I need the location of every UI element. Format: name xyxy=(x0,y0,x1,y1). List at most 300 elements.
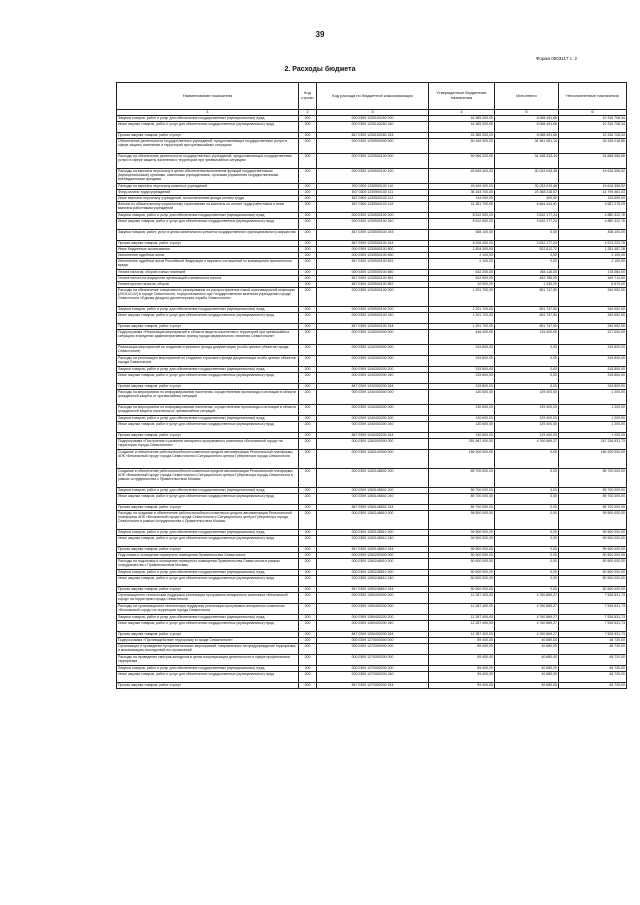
cell-unexecuted: 349 952,50 xyxy=(559,288,627,307)
cell-line-code: 200 xyxy=(299,615,317,621)
cell-indicator-name: Прочая закупка товаров, работ и услуг xyxy=(117,133,299,139)
header-unexecuted: Неисполненные назначения xyxy=(559,83,627,110)
header-executed: Исполнено xyxy=(495,83,559,110)
cell-approved: 12 287 400,00 xyxy=(429,632,495,638)
cell-classification-code: 000 0309 1260200000 000 xyxy=(317,553,429,559)
cell-classification-code: 000 0309 1270000000 000 xyxy=(317,638,429,644)
table-row xyxy=(117,469,627,488)
table-row xyxy=(117,655,627,666)
cell-executed: 30 033 043,48 xyxy=(495,169,559,184)
cell-unexecuted: 4 687 275,09 xyxy=(559,202,627,213)
cell-classification-code: 000 0309 1240300000 000 xyxy=(317,345,429,356)
table-row xyxy=(117,330,627,345)
cell-line-code: 200 xyxy=(299,587,317,593)
cell-line-code: 200 xyxy=(299,230,317,241)
table-row xyxy=(117,559,627,570)
cell-executed: 0,00 xyxy=(495,356,559,367)
cell-unexecuted: 99 500 000,00 xyxy=(559,530,627,536)
cell-line-code: 200 xyxy=(299,416,317,422)
cell-executed: 0,00 xyxy=(495,345,559,356)
cell-classification-code: 000 0309 1260148610 240 xyxy=(317,536,429,547)
cell-unexecuted: 50 500 000,00 xyxy=(559,559,627,570)
cell-classification-code: 000 0309 1260400200 240 xyxy=(317,621,429,632)
cell-approved: 89 400,00 xyxy=(429,638,495,644)
cell-approved: 16 385 200,00 xyxy=(429,133,495,139)
cell-approved: 89 400,00 xyxy=(429,672,495,683)
cell-classification-code: 847 0309 1240400200 244 xyxy=(317,433,429,439)
cell-line-code: 200 xyxy=(299,184,317,190)
cell-approved: 89 400,00 xyxy=(429,655,495,666)
table-row xyxy=(117,373,627,384)
cell-indicator-name: Подготовка и оснащение серверного помещения Правительства Севастополя xyxy=(117,553,299,559)
cell-approved: 99 500 000,00 xyxy=(429,511,495,530)
column-number: 2 xyxy=(299,110,317,116)
cell-unexecuted: 349 952,50 xyxy=(559,313,627,324)
cell-executed: 452 786,00 xyxy=(495,276,559,282)
cell-executed: 0,00 xyxy=(495,587,559,593)
cell-approved: 89 700 000,00 xyxy=(429,469,495,488)
cell-executed: 40 680,00 xyxy=(495,672,559,683)
cell-indicator-name: Закупка товаров, работ и услуг для обеспечения государственных (муниципальных) нужд xyxy=(117,488,299,494)
table-body xyxy=(117,116,627,689)
cell-unexecuted: 50 500 000,00 xyxy=(559,587,627,593)
cell-executed: 0,00 xyxy=(495,505,559,511)
cell-classification-code: 000 0309 1260000000 000 xyxy=(317,439,429,450)
cell-classification-code: 000 0309 1230500100 110 xyxy=(317,184,429,190)
cell-line-code: 200 xyxy=(299,621,317,632)
cell-indicator-name: Расходы на создание и обеспечение работоспособности комплекса средств автоматизации Региональной платформы АПК «Безопасный город» города Севастополя и Ситуационного центра Губернатора города Севастополя в рамках сотрудничества с Правительством Москвы xyxy=(117,511,299,530)
cell-unexecuted: 169 714,00 xyxy=(559,276,627,282)
cell-classification-code: 000 0309 1240400200 200 xyxy=(317,416,429,422)
cell-executed: 0,00 xyxy=(495,547,559,553)
cell-line-code: 200 xyxy=(299,154,317,169)
cell-approved: 1 201 700,00 xyxy=(429,307,495,313)
table-row xyxy=(117,390,627,405)
cell-unexecuted: 48 720,00 xyxy=(559,638,627,644)
cell-classification-code: 847 0309 1260248610 244 xyxy=(317,587,429,593)
section-title: 2. Расходы бюджета xyxy=(284,66,356,73)
cell-indicator-name: Расходы на выплаты персоналу казенных учреждений xyxy=(117,184,299,190)
cell-executed: 651 747,50 xyxy=(495,307,559,313)
cell-classification-code: 847 0309 1230500100 831 xyxy=(317,259,429,270)
cell-executed: 1 330,00 xyxy=(495,282,559,288)
cell-approved: 89 400,00 xyxy=(429,666,495,672)
cell-approved: 130 600,00 xyxy=(429,405,495,416)
cell-indicator-name: Прочая закупка товаров, работ и услуг xyxy=(117,683,299,689)
cell-line-code: 200 xyxy=(299,253,317,259)
cell-indicator-name: Закупка товаров, работ и услуг для обеспечения государственных (муниципальных) нужд xyxy=(117,307,299,313)
cell-indicator-name: Закупка товаров, работ и услуг для обеспечения государственных (муниципальных) нужд xyxy=(117,530,299,536)
cell-executed: 34 188 233,44 xyxy=(495,154,559,169)
cell-executed: 40 680,00 xyxy=(495,644,559,655)
cell-indicator-name: Иные закупки товаров, работ и услуг для обеспечения государственных (муниципальных) нужд xyxy=(117,219,299,230)
cell-classification-code: 847 0309 1230500100 243 xyxy=(317,230,429,241)
cell-classification-code: 847 0309 1260148602 244 xyxy=(317,505,429,511)
cell-classification-code: 000 0309 1230500000 000 xyxy=(317,139,429,154)
cell-executed: 129 400,00 xyxy=(495,405,559,416)
table-row xyxy=(117,450,627,469)
cell-indicator-name: Иные закупки товаров, работ и услуг для обеспечения государственных (муниципальных) нужд xyxy=(117,672,299,683)
cell-indicator-name: Прочая закупка товаров, работ и услуг xyxy=(117,505,299,511)
cell-approved: 130 600,00 xyxy=(429,416,495,422)
cell-classification-code: 000 0309 1240300200 200 xyxy=(317,367,429,373)
cell-approved: 1 201 700,00 xyxy=(429,313,495,324)
cell-executed: 129 400,00 xyxy=(495,330,559,345)
cell-approved: 189 200 000,00 xyxy=(429,450,495,469)
cell-approved: 1 201 700,00 xyxy=(429,324,495,330)
cell-indicator-name: Расходы на реализацию мероприятий по созданию страхового фонда документации особо ценных объектов города Севастополя xyxy=(117,356,299,367)
cell-line-code: 200 xyxy=(299,433,317,439)
cell-approved: 134 000,00 xyxy=(429,196,495,202)
cell-unexecuted: 315 800,00 xyxy=(559,384,627,390)
cell-indicator-name: Иные закупки товаров, работ и услуг для обеспечения государственных (муниципальных) нужд xyxy=(117,422,299,433)
cell-line-code: 200 xyxy=(299,638,317,644)
cell-unexecuted: 7 526 531,73 xyxy=(559,621,627,632)
cell-approved: 12 287 400,00 xyxy=(429,615,495,621)
cell-approved: 50 500 000,00 xyxy=(429,576,495,587)
table-row xyxy=(117,154,627,169)
cell-line-code: 200 xyxy=(299,133,317,139)
cell-approved: 50 500 000,00 xyxy=(429,553,495,559)
column-number: 1 xyxy=(117,110,299,116)
cell-executed: 0,00 xyxy=(495,488,559,494)
table-row xyxy=(117,604,627,615)
cell-unexecuted: 89 700 000,00 xyxy=(559,505,627,511)
cell-indicator-name: Прочая закупка товаров, работ и услуг xyxy=(117,433,299,439)
cell-indicator-name: Закупка товаров, работ и услуг для обеспечения государственных (муниципальных) нужд xyxy=(117,416,299,422)
cell-unexecuted: 1 200,00 xyxy=(559,390,627,405)
cell-classification-code: 000 0309 1230500100 200 xyxy=(317,307,429,313)
cell-line-code: 200 xyxy=(299,288,317,307)
cell-unexecuted: 349 952,50 xyxy=(559,307,627,313)
cell-approved: 251 987 400,00 xyxy=(429,439,495,450)
cell-line-code: 200 xyxy=(299,202,317,213)
cell-classification-code: 000 0309 1230500100 800 xyxy=(317,247,429,253)
cell-unexecuted: 4 880 322,76 xyxy=(559,213,627,219)
cell-classification-code: 000 0309 1260148602 240 xyxy=(317,494,429,505)
cell-indicator-name: Реализация мероприятий по созданию страхового фонда документации (особо ценных объектов города Севастополя) xyxy=(117,345,299,356)
cell-classification-code: 000 0309 1230500100 240 xyxy=(317,219,429,230)
cell-approved: 89 700 000,00 xyxy=(429,505,495,511)
cell-unexecuted: 308 100,00 xyxy=(559,230,627,241)
cell-approved: 16 385 200,00 xyxy=(429,122,495,133)
cell-classification-code: 000 0309 1260248610 200 xyxy=(317,570,429,576)
cell-indicator-name: Иные закупки товаров, работ и услуг для обеспечения государственных (муниципальных) нужд xyxy=(117,122,299,133)
cell-unexecuted: 349 952,50 xyxy=(559,324,627,330)
cell-classification-code: 847 0309 1230500100 852 xyxy=(317,282,429,288)
cell-executed: 30 033 043,48 xyxy=(495,184,559,190)
cell-classification-code: 000 0309 1230500100 200 xyxy=(317,213,429,219)
page-number: 39 xyxy=(315,30,325,39)
cell-unexecuted: 2 100,00 xyxy=(559,259,627,270)
cell-classification-code: 000 0309 1270300000 000 xyxy=(317,644,429,655)
cell-unexecuted: 25 228 218,86 xyxy=(559,139,627,154)
form-code: Форма 0503117 с. 2 xyxy=(536,56,577,61)
cell-approved: 89 400,00 xyxy=(429,683,495,689)
cell-line-code: 200 xyxy=(299,169,317,184)
cell-line-code: 200 xyxy=(299,139,317,154)
cell-indicator-name: Прочая закупка товаров, работ и услуг xyxy=(117,547,299,553)
cell-indicator-name: Прочая закупка товаров, работ и услуг xyxy=(117,241,299,247)
cell-line-code: 200 xyxy=(299,547,317,553)
cell-indicator-name: Расходы на мероприятия по информированию населения, осуществлению пропаганды и агитации в области гражданской защиты от чрезвычайных ситуаций xyxy=(117,390,299,405)
cell-approved: 89 700 000,00 xyxy=(429,488,495,494)
cell-classification-code: 847 0309 1230500100 119 xyxy=(317,202,429,213)
table-row xyxy=(117,219,627,230)
cell-line-code: 200 xyxy=(299,270,317,276)
cell-classification-code: 000 0309 1260248610 240 xyxy=(317,576,429,587)
table-row xyxy=(117,288,627,307)
cell-approved: 315 800,00 xyxy=(429,384,495,390)
cell-executed: 0,00 xyxy=(495,253,559,259)
cell-executed: 40 680,00 xyxy=(495,666,559,672)
cell-line-code: 200 xyxy=(299,282,317,288)
cell-executed: 6 068 491,66 xyxy=(495,116,559,122)
cell-line-code: 200 xyxy=(299,570,317,576)
table-row xyxy=(117,494,627,505)
cell-unexecuted: 48 720,00 xyxy=(559,666,627,672)
cell-unexecuted: 178 084,00 xyxy=(559,270,627,276)
cell-indicator-name: Иные закупки товаров, работ и услуг для обеспечения государственных (муниципальных) нужд xyxy=(117,621,299,632)
cell-classification-code: 847 0309 1230500100 244 xyxy=(317,241,429,247)
cell-line-code: 200 xyxy=(299,655,317,666)
cell-approved: 1 804 300,00 xyxy=(429,247,495,253)
cell-indicator-name: Обеспечение деятельности государственных учреждений, предоставляющих государственные услуги в сфере защиты населения и территорий при чрезвычайных ситуациях xyxy=(117,139,299,154)
cell-unexecuted: 10 316 708,34 xyxy=(559,122,627,133)
cell-unexecuted: 4 574 222,76 xyxy=(559,241,627,247)
cell-executed: 4 760 869,27 xyxy=(495,593,559,604)
cell-line-code: 200 xyxy=(299,116,317,122)
table-row xyxy=(117,230,627,241)
cell-approved: 315 800,00 xyxy=(429,367,495,373)
table-header-row xyxy=(117,83,627,110)
cell-unexecuted: 1 200,00 xyxy=(559,433,627,439)
cell-classification-code: 000 0309 1230100260 240 xyxy=(317,122,429,133)
cell-classification-code: 000 0309 1260100000 000 xyxy=(317,450,429,469)
cell-executed: 6 664 424,91 xyxy=(495,202,559,213)
cell-line-code: 200 xyxy=(299,576,317,587)
table-row xyxy=(117,593,627,604)
cell-line-code: 200 xyxy=(299,213,317,219)
cell-approved: 12 287 400,00 xyxy=(429,604,495,615)
table-row xyxy=(117,169,627,184)
cell-classification-code: 000 0309 1270300200 200 xyxy=(317,666,429,672)
table-row xyxy=(117,202,627,213)
cell-unexecuted: 315 800,00 xyxy=(559,345,627,356)
cell-classification-code: 000 0309 1260400200 200 xyxy=(317,615,429,621)
table-row xyxy=(117,345,627,356)
cell-classification-code: 000 0309 1260248610 000 xyxy=(317,559,429,570)
cell-line-code: 200 xyxy=(299,373,317,384)
cell-approved: 130 600,00 xyxy=(429,422,495,433)
cell-indicator-name: Взносы по обязательному социальному страхованию на выплаты по оплате труда работников и иные выплаты работникам учреждений xyxy=(117,202,299,213)
cell-unexecuted: 99 500 000,00 xyxy=(559,536,627,547)
cell-line-code: 200 xyxy=(299,632,317,638)
cell-executed: 0,00 xyxy=(495,559,559,570)
cell-executed: 0,00 xyxy=(495,570,559,576)
cell-executed: 0,00 xyxy=(495,511,559,530)
table-row xyxy=(117,621,627,632)
cell-approved: 59 966 200,00 xyxy=(429,154,495,169)
cell-classification-code: 847 0309 1270300200 244 xyxy=(317,683,429,689)
cell-executed: 40 680,00 xyxy=(495,655,559,666)
cell-classification-code: 847 0309 1240300200 244 xyxy=(317,384,429,390)
budget-expenses-table xyxy=(116,82,627,689)
cell-indicator-name: Закупка товаров, работ и услуг для обеспечения государственных (муниципальных) нужд xyxy=(117,666,299,672)
cell-line-code: 200 xyxy=(299,276,317,282)
cell-executed: 454 116,00 xyxy=(495,270,559,276)
cell-unexecuted: 50 500 000,00 xyxy=(559,570,627,576)
cell-line-code: 200 xyxy=(299,530,317,536)
cell-executed: 4 760 869,27 xyxy=(495,621,559,632)
cell-classification-code: 847 0309 1230500100 111 xyxy=(317,190,429,196)
cell-unexecuted: 99 500 000,00 xyxy=(559,511,627,530)
cell-approved: 130 600,00 xyxy=(429,390,495,405)
cell-line-code: 200 xyxy=(299,553,317,559)
cell-approved: 8 512 500,00 xyxy=(429,213,495,219)
cell-approved: 11 351 700,00 xyxy=(429,202,495,213)
cell-indicator-name: Иные бюджетные ассигнования xyxy=(117,247,299,253)
cell-executed: 0,00 xyxy=(495,230,559,241)
cell-indicator-name: Закупка товаров, работ и услуг для обеспечения государственных (муниципальных) нужд xyxy=(117,213,299,219)
cell-indicator-name: Иные закупки товаров, работ и услуг для обеспечения государственных (муниципальных) нужд xyxy=(117,494,299,505)
cell-approved: 315 800,00 xyxy=(429,373,495,384)
table-row xyxy=(117,683,627,689)
cell-unexecuted: 89 700 000,00 xyxy=(559,469,627,488)
cell-executed: 129 400,00 xyxy=(495,433,559,439)
cell-line-code: 200 xyxy=(299,384,317,390)
cell-indicator-name: Уплата налогов, сборов и иных платежей xyxy=(117,270,299,276)
cell-unexecuted: 7 526 531,73 xyxy=(559,632,627,638)
cell-unexecuted: 48 720,00 xyxy=(559,644,627,655)
cell-unexecuted: 99 500 000,00 xyxy=(559,547,627,553)
cell-line-code: 200 xyxy=(299,345,317,356)
cell-classification-code: 000 0309 1270300200 240 xyxy=(317,672,429,683)
cell-approved: 622 500,00 xyxy=(429,276,495,282)
cell-executed: 4 760 869,27 xyxy=(495,604,559,615)
cell-indicator-name: Организация и проведение профилактических мероприятий, направленных на предупреждение терроризма, и минимизацию последствий его проявлений xyxy=(117,644,299,655)
header-approved: Утвержденные бюджетные назначения xyxy=(429,83,495,110)
table-row xyxy=(117,439,627,450)
cell-line-code: 200 xyxy=(299,196,317,202)
cell-line-code: 200 xyxy=(299,307,317,313)
cell-approved: 1 201 700,00 xyxy=(429,288,495,307)
cell-line-code: 200 xyxy=(299,405,317,416)
cell-indicator-name: Иные закупки товаров, работ и услуг для обеспечения государственных (муниципальных) нужд xyxy=(117,373,299,384)
cell-executed: 4 760 869,27 xyxy=(495,439,559,450)
cell-unexecuted: 7 526 531,73 xyxy=(559,615,627,621)
cell-line-code: 200 xyxy=(299,511,317,530)
cell-indicator-name: Прочая закупка товаров, работ и услуг xyxy=(117,632,299,638)
header-classification-code: Код расхода по бюджетной классификации xyxy=(317,83,429,110)
cell-line-code: 200 xyxy=(299,644,317,655)
cell-classification-code: 000 0309 1230500100 850 xyxy=(317,270,429,276)
cell-indicator-name: Уплата прочих налогов, сборов xyxy=(117,282,299,288)
cell-line-code: 200 xyxy=(299,390,317,405)
cell-indicator-name: Расходы на организационно-техническую поддержку реализации программно-аппаратного комплекса «Безопасный город» на территории города Севастополя xyxy=(117,604,299,615)
cell-executed: 0,00 xyxy=(495,469,559,488)
cell-indicator-name: Иные закупки товаров, работ и услуг для обеспечения государственных (муниципальных) нужд xyxy=(117,576,299,587)
cell-unexecuted: 1 200,00 xyxy=(559,416,627,422)
table-row xyxy=(117,576,627,587)
cell-approved: 12 287 400,00 xyxy=(429,593,495,604)
cell-indicator-name: Расходы на подготовку и оснащение серверного помещения Правительства Севастополя в рамках сотрудничества с Правительством Москвы xyxy=(117,559,299,570)
cell-line-code: 200 xyxy=(299,247,317,253)
cell-unexecuted: 1 200,00 xyxy=(559,422,627,433)
cell-approved: 49 649 400,00 xyxy=(429,184,495,190)
cell-indicator-name: Иные закупки товаров, работ и услуг для обеспечения государственных (муниципальных) нужд xyxy=(117,536,299,547)
cell-indicator-name: Организационно-техническая поддержка реализации программно-аппаратного комплекса «Безопасный город» на территории города Севастополя xyxy=(117,593,299,604)
cell-unexecuted: 8 670,00 xyxy=(559,282,627,288)
cell-indicator-name: Расходы на выплаты персоналу в целях обеспечения выполнения функций государственными (муниципальными) органами, казенными учреждениями, органами управления государственными внебюджетными фондами xyxy=(117,169,299,184)
cell-line-code: 200 xyxy=(299,469,317,488)
cell-unexecuted: 7 526 531,73 xyxy=(559,604,627,615)
cell-line-code: 200 xyxy=(299,672,317,683)
cell-approved: 446 400,00 xyxy=(429,330,495,345)
cell-unexecuted: 10 316 708,34 xyxy=(559,133,627,139)
cell-unexecuted: 48 720,00 xyxy=(559,683,627,689)
cell-indicator-name: Иные выплаты персоналу учреждений, за исключением фонда оплаты труда xyxy=(117,196,299,202)
cell-executed: 3 632 177,24 xyxy=(495,241,559,247)
cell-line-code: 200 xyxy=(299,330,317,345)
cell-executed: 0,00 xyxy=(495,553,559,559)
cell-indicator-name: Подпрограмма «Построение и развитие аппаратно-программного комплекса «Безопасный город» на территории города Севастополя» xyxy=(117,439,299,450)
cell-unexecuted: 189 200 000,00 xyxy=(559,450,627,469)
cell-classification-code: 000 0309 1240400200 000 xyxy=(317,405,429,416)
header-indicator-name: Наименование показателя xyxy=(117,83,299,110)
cell-executed: 0,00 xyxy=(495,259,559,270)
cell-approved: 632 200,00 xyxy=(429,270,495,276)
cell-approved: 89 400,00 xyxy=(429,644,495,655)
cell-unexecuted: 89 700 000,00 xyxy=(559,488,627,494)
cell-classification-code: 000 0309 1260148602 200 xyxy=(317,488,429,494)
cell-approved: 8 512 500,00 xyxy=(429,219,495,230)
cell-classification-code: 000 0309 1230500100 000 xyxy=(317,154,429,169)
table-row xyxy=(117,356,627,367)
cell-unexecuted: 315 800,00 xyxy=(559,356,627,367)
cell-unexecuted: 48 720,00 xyxy=(559,655,627,666)
cell-line-code: 200 xyxy=(299,422,317,433)
cell-executed: 651 747,50 xyxy=(495,288,559,307)
cell-indicator-name: Создание и обеспечение работоспособности комплекса средств автоматизации Региональной платформы АПК «Безопасный город» города Севастополя и Ситуационного центра Губернатора города Севастополя в рамках сотрудничества с Правительством Москвы xyxy=(117,469,299,488)
cell-unexecuted: 19 616 356,52 xyxy=(559,169,627,184)
cell-classification-code: 000 0309 1260148602 000 xyxy=(317,469,429,488)
cell-approved: 12 287 400,00 xyxy=(429,621,495,632)
cell-indicator-name: Подпрограмма «Противодействие терроризму в городе Севастополе» xyxy=(117,638,299,644)
cell-indicator-name: Закупка товаров, работ и услуг для обеспечения государственных (муниципальных) нужд xyxy=(117,367,299,373)
cell-unexecuted: 1 281 487,28 xyxy=(559,247,627,253)
cell-indicator-name: Расходы на обеспечение деятельности государственных учреждений, предоставляющих государственные услуги в сфере защиты населения и территорий при чрезвычайных ситуациях xyxy=(117,154,299,169)
cell-classification-code: 847 0309 1230500100 851 xyxy=(317,276,429,282)
cell-approved: 10 000,00 xyxy=(429,282,495,288)
cell-executed: 3 632 177,24 xyxy=(495,219,559,230)
cell-indicator-name: Иные закупки товаров, работ и услуг для обеспечения государственных (муниципальных) нужд xyxy=(117,313,299,324)
cell-line-code: 200 xyxy=(299,313,317,324)
cell-line-code: 200 xyxy=(299,604,317,615)
cell-indicator-name: Закупка товаров, работ и услуг для обеспечения государственных (муниципальных) нужд xyxy=(117,615,299,621)
cell-approved: 50 500 000,00 xyxy=(429,587,495,593)
cell-classification-code: 000 0309 1240000000 000 xyxy=(317,330,429,345)
table-row xyxy=(117,259,627,270)
cell-executed: 3 632 177,24 xyxy=(495,213,559,219)
cell-unexecuted: 89 700 000,00 xyxy=(559,494,627,505)
cell-indicator-name: Закупка товаров, работ и услуг для обеспечения государственных (муниципальных) нужд xyxy=(117,570,299,576)
table-row xyxy=(117,536,627,547)
cell-indicator-name: Создание и обеспечение работоспособности комплекса средств автоматизации Региональной платформы АПК «Безопасный город» города Севастополя и Ситуационного центра Губернатора города Севастополя xyxy=(117,450,299,469)
cell-line-code: 200 xyxy=(299,559,317,570)
cell-executed: 0,00 xyxy=(495,373,559,384)
cell-unexecuted: 7 526 531,73 xyxy=(559,593,627,604)
